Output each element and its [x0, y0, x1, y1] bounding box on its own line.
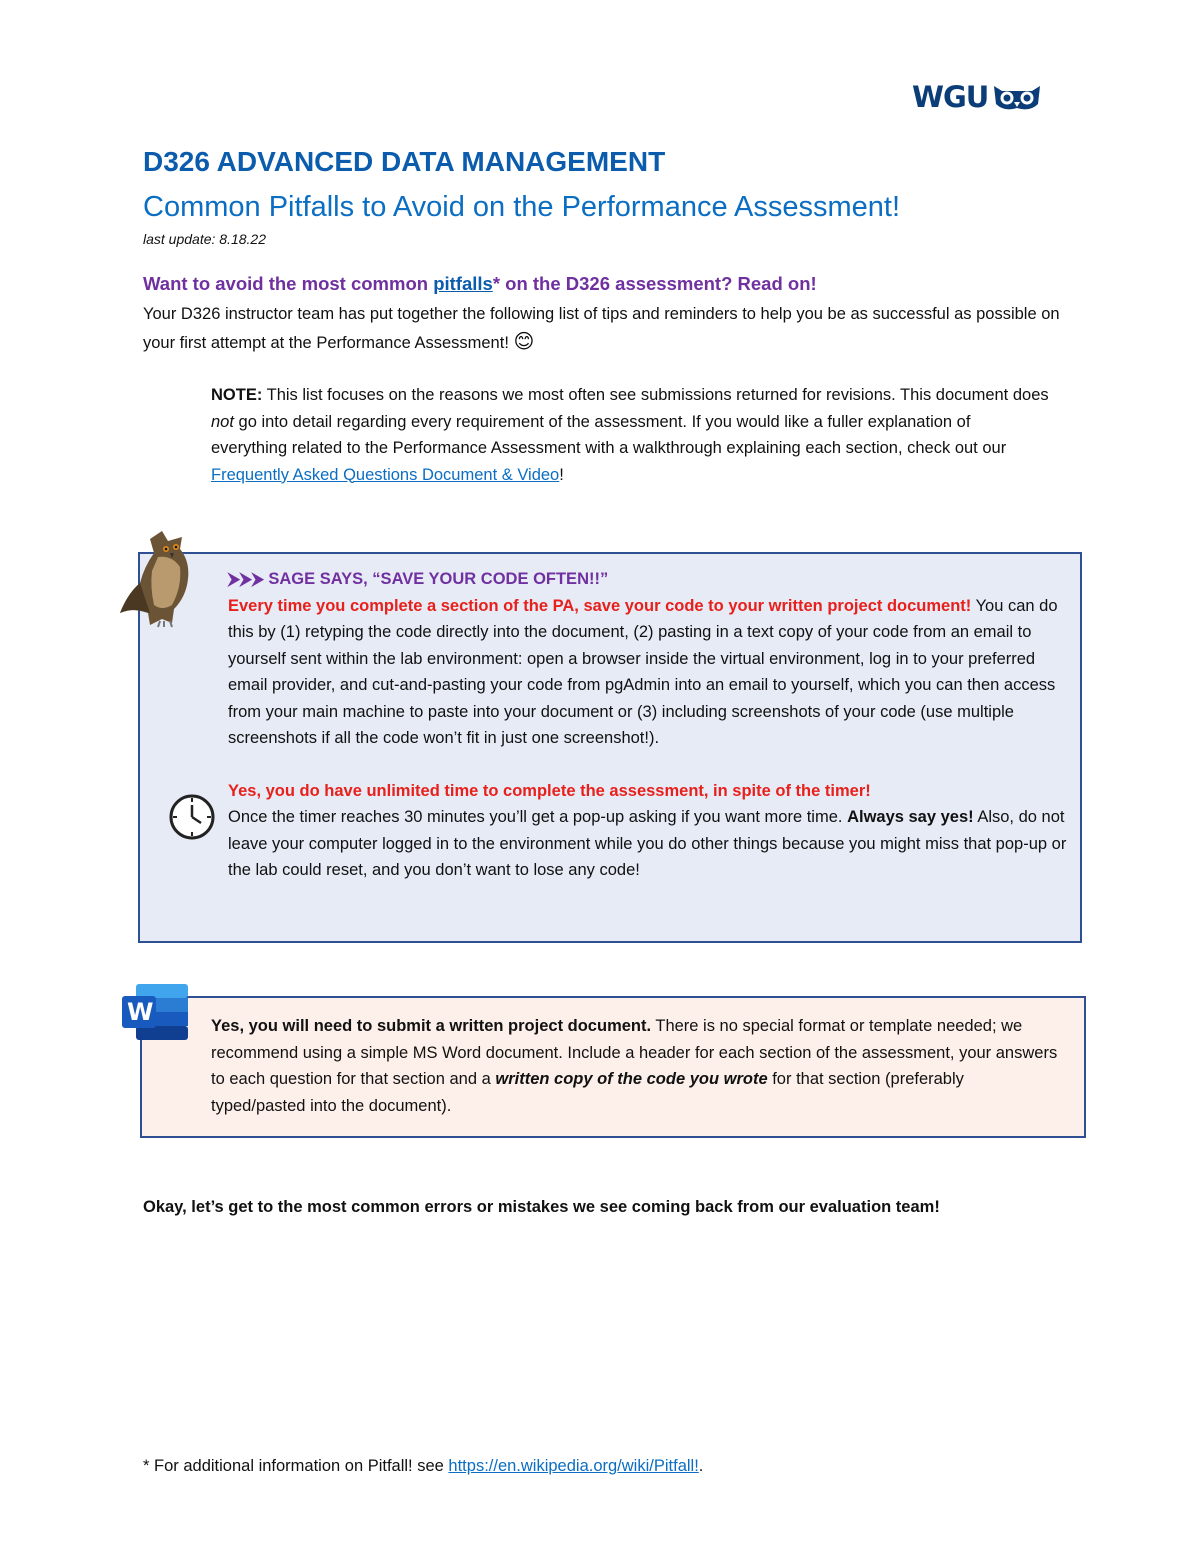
transition-line: Okay, let’s get to the most common errors or mistakes we see coming back from our evaluation team! [143, 1198, 940, 1216]
sage-tip-content [228, 566, 1068, 884]
timer-tip [228, 778, 1068, 884]
note-part1: This list focuses on the reasons we most often see submissions returned for revisions. This document does [262, 386, 1049, 404]
footnote [143, 1457, 1043, 1476]
timer-body-bold: Always say yes! [847, 808, 974, 826]
save-code-body: You can do this by (1) retyping the code directly into the document, (2) pasting in a text copy of your code from an email to yourself sent within the lab environment: open a browser inside the virtual environment, log in to your preferred email provider, and cut-and-pasting your code from pgAdmin into an email to yourself, which you can then access from your main machine to paste into your document or (3) including screenshots of your code (use multiple screenshots if all the code won’t fit in just one screenshot!). [228, 596, 1058, 747]
save-code-tip [228, 593, 1068, 752]
ms-word-icon [120, 984, 190, 1040]
logo-text: WGU [912, 80, 989, 114]
written-doc-emph: written copy of the code you wrote [495, 1070, 768, 1088]
written-doc-text2: for that section (preferably typed/pasted into the document). [211, 1070, 964, 1115]
arrows-icon: ⮞⮞⮞ [228, 569, 264, 588]
last-update: last update: 8.18.22 [143, 231, 266, 247]
wgu-logo [912, 80, 1048, 114]
footnote-after: . [698, 1457, 704, 1475]
lead-before: Want to avoid the most common [143, 273, 434, 294]
owl-icon [110, 527, 206, 631]
note-paragraph [211, 382, 1051, 488]
page-title: D326 ADVANCED DATA MANAGEMENT [143, 146, 666, 177]
note-label: NOTE: [211, 386, 263, 404]
pitfalls-link[interactable]: pitfalls [433, 273, 493, 294]
word-icon-letter: W [127, 998, 154, 1026]
note-end: ! [559, 465, 564, 484]
written-doc-text1: There is no special format or template needed; we recommend using a simple MS Word document. Include a header for each section of the assessment, your answers to each question for that section and a [211, 1017, 1058, 1088]
intro-paragraph [143, 300, 1063, 357]
page-subtitle: Common Pitfalls to Avoid on the Performance Assessment! [143, 191, 901, 223]
timer-body-a: Once the timer reaches 30 minutes you’ll get a pop-up asking if you want more time. [228, 808, 848, 826]
sage-heading [228, 566, 1068, 593]
lead-after: * on the D326 assessment? Read on! [492, 273, 817, 294]
wikipedia-link[interactable]: https://en.wikipedia.org/wiki/Pitfall! [448, 1457, 699, 1475]
note-part2: go into detail regarding every requirement of the assessment. If you would like a fuller explanation of everything related to the Performance Assessment with a walkthrough explaining each section, check out our [211, 412, 1007, 457]
lead-heading [143, 273, 817, 295]
written-doc-bold: Yes, you will need to submit a written project document. [211, 1017, 652, 1035]
intro-text: Your D326 instructor team has put together the following list of tips and reminders to help you be as successful as possible on your first attempt at the Performance Assessment! [143, 305, 1060, 352]
timer-warning: Yes, you do have unlimited time to complete the assessment, in spite of the timer! [228, 781, 871, 800]
timer-body-c: Also, do not leave your computer logged in to the environment while you do other things because you might miss that pop-up or the lab could reset, and you don’t want to lose any code! [228, 808, 1067, 879]
faq-link[interactable]: Frequently Asked Questions Document & Video [211, 465, 560, 484]
save-code-warning: Every time you complete a section of the PA, save your code to your written project document! [228, 596, 972, 615]
smiley-emoji-icon: 😊 [513, 331, 535, 353]
owl-logo-icon [992, 82, 1042, 112]
note-emph: not [211, 412, 234, 431]
written-document-content [211, 1013, 1061, 1119]
clock-icon [168, 793, 216, 841]
footnote-before: * For additional information on Pitfall! see [143, 1457, 449, 1475]
sage-heading-text: SAGE SAYS, “SAVE YOUR CODE OFTEN!!” [263, 570, 609, 588]
